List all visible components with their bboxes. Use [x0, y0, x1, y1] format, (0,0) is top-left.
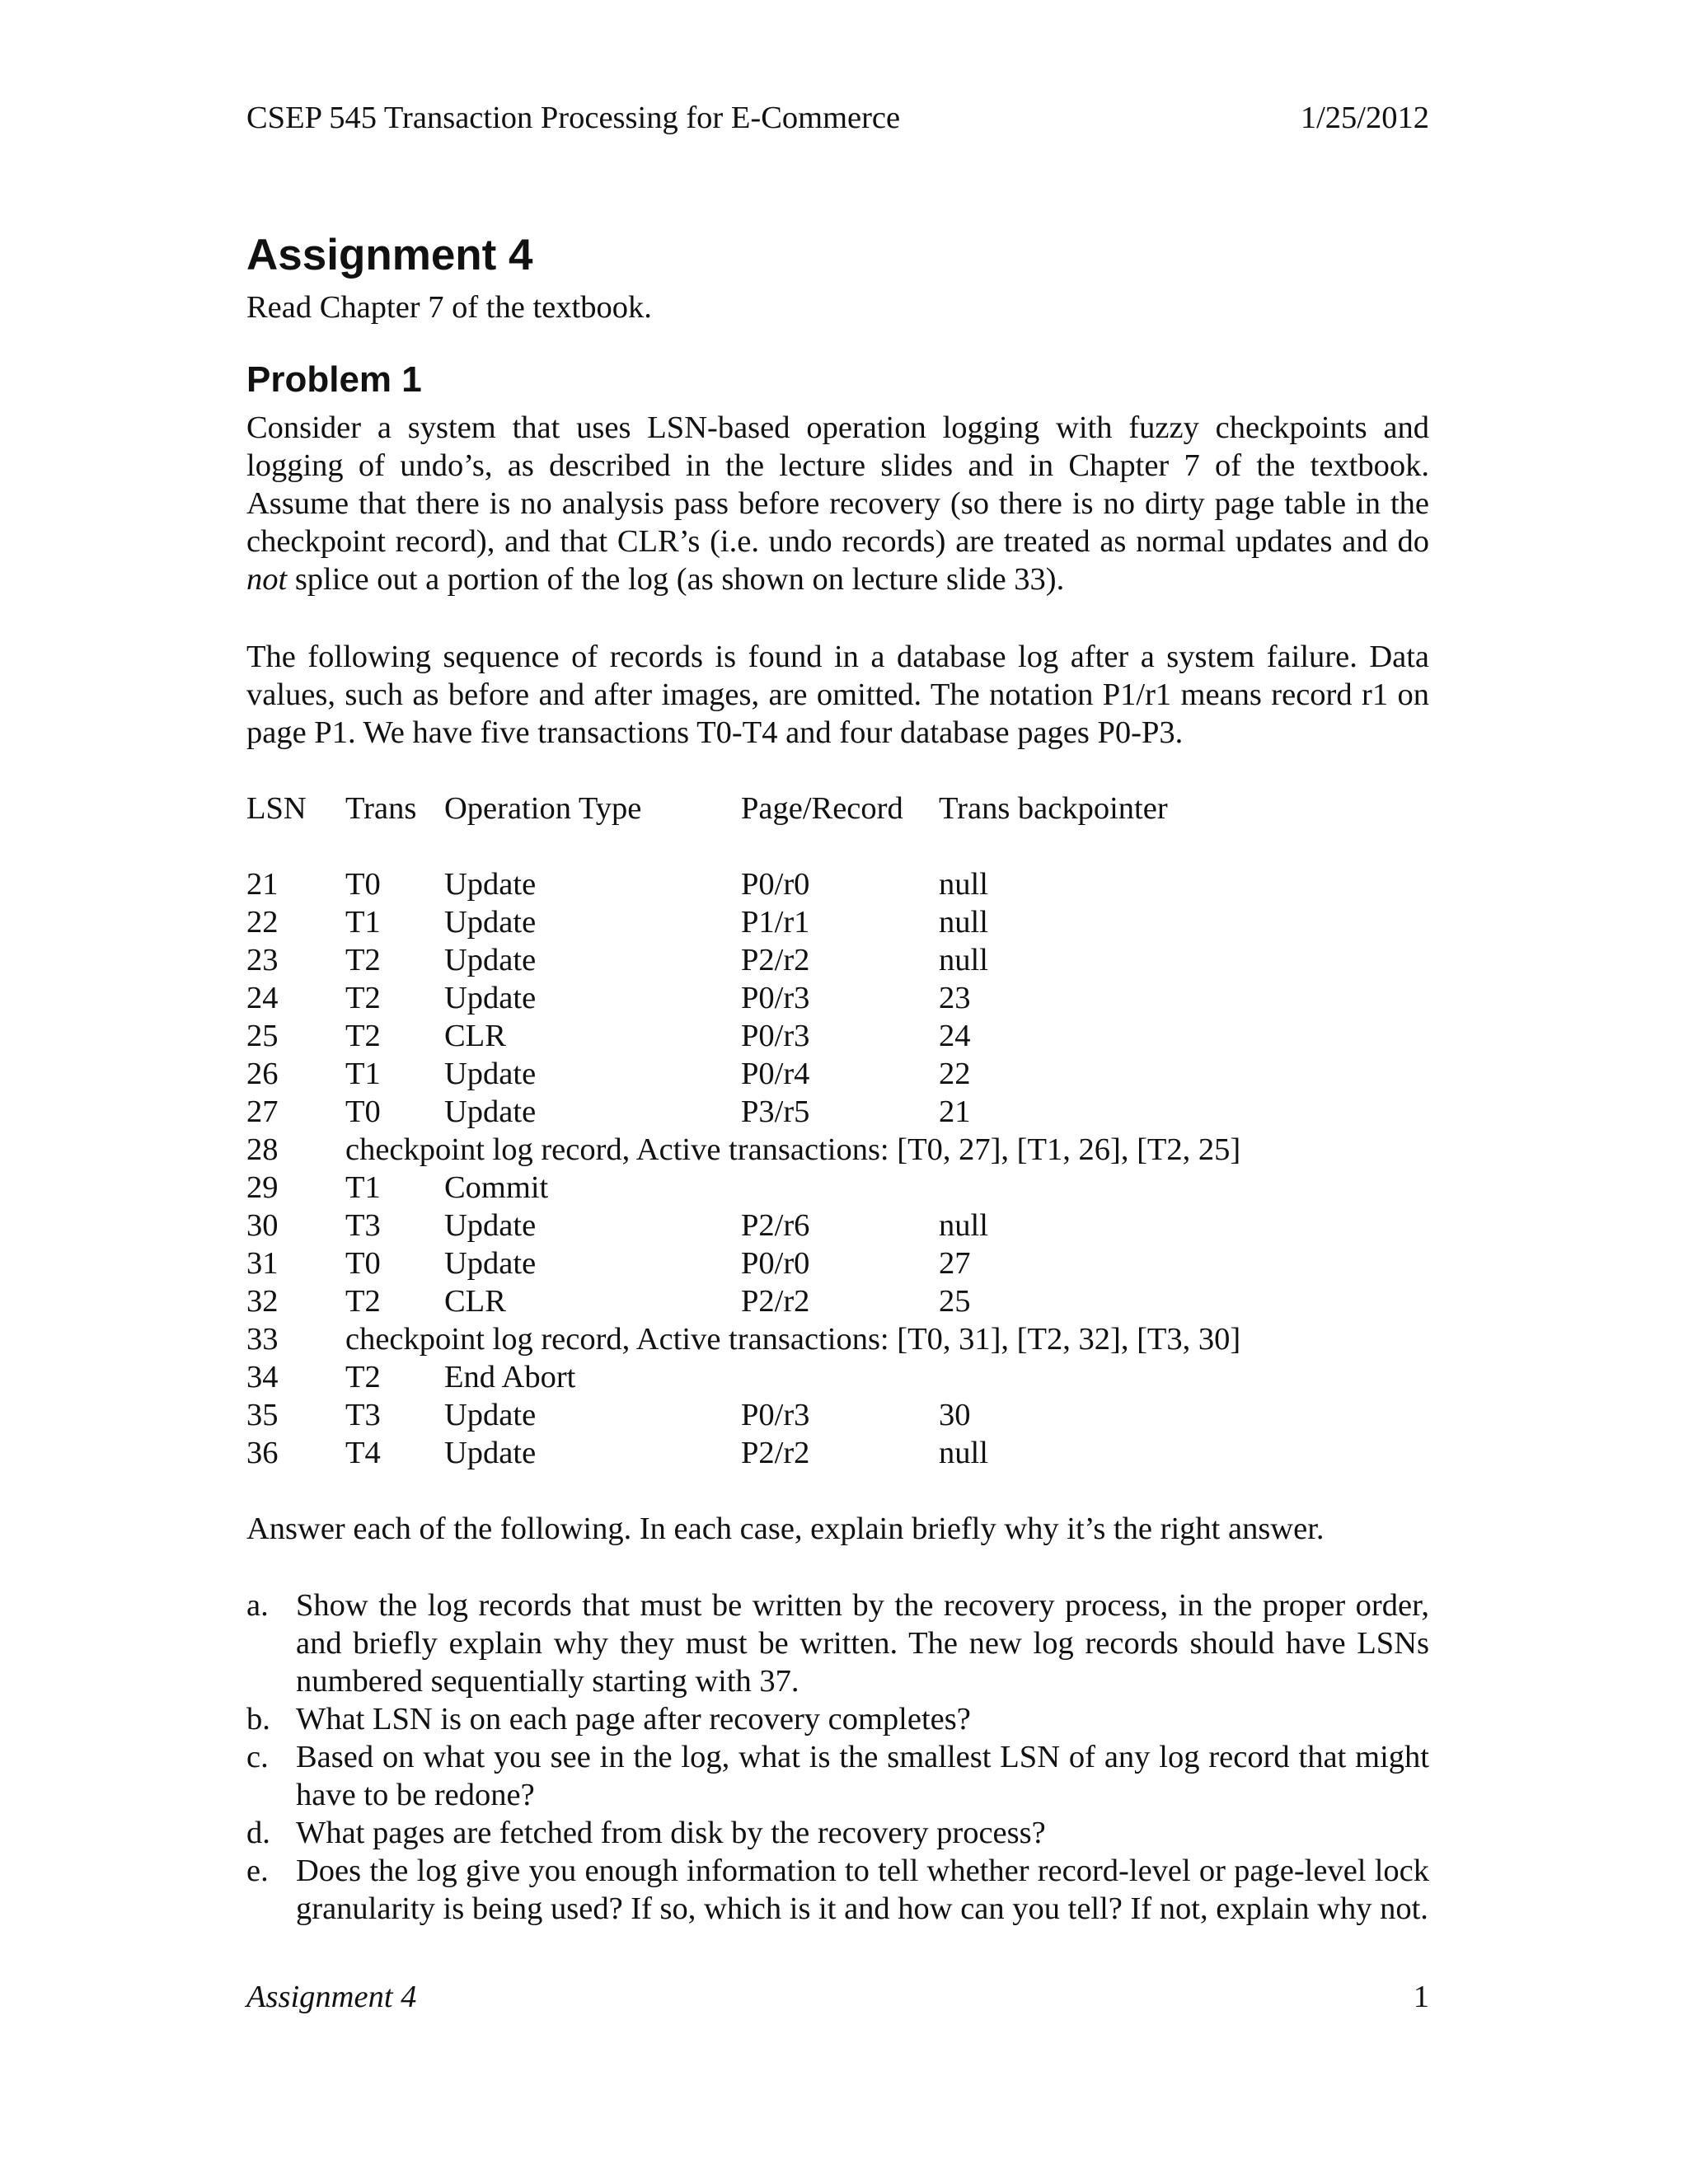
log-trans: T2	[345, 1019, 381, 1053]
log-lsn: 29	[246, 1170, 279, 1205]
log-trans: T4	[345, 1436, 381, 1470]
header-page-record: Page/Record	[741, 791, 903, 826]
log-row	[246, 1320, 1429, 1358]
log-lsn: 36	[246, 1436, 279, 1470]
log-page-record: P2/r2	[741, 1436, 810, 1470]
log-operation: Update	[444, 1057, 537, 1091]
log-page-record: P0/r4	[741, 1057, 810, 1091]
log-operation: Update	[444, 1094, 537, 1129]
log-trans: T0	[345, 1246, 381, 1281]
question-item	[246, 1852, 1429, 1928]
log-operation: Update	[444, 905, 537, 940]
log-row	[246, 979, 1429, 1017]
log-operation: CLR	[444, 1019, 506, 1053]
log-row	[246, 1169, 1429, 1207]
header-backpointer: Trans backpointer	[939, 791, 1168, 826]
log-lsn: 31	[246, 1246, 279, 1281]
checkpoint-note: checkpoint log record, Active transactions: [T0, 27], [T1, 26], [T2, 25]	[345, 1132, 1241, 1167]
log-operation: Update	[444, 867, 537, 902]
read-instruction: Read Chapter 7 of the textbook.	[246, 290, 652, 325]
assignment-title: Assignment 4	[246, 231, 533, 279]
log-row	[246, 1244, 1429, 1282]
question-list	[246, 1586, 1429, 1928]
question-text: What pages are fetched from disk by the recovery process?	[296, 1816, 1046, 1850]
question-letter: d.	[246, 1816, 270, 1850]
question-item	[246, 1586, 1429, 1700]
intro-emphasis: not	[246, 562, 288, 597]
log-lsn: 22	[246, 905, 279, 940]
log-trans: T1	[345, 1057, 381, 1091]
question-text: Based on what you see in the log, what is the smallest LSN of any log record that might have to be redone?	[296, 1740, 1429, 1812]
log-page-record: P2/r2	[741, 1284, 810, 1319]
question-text: Does the log give you enough information to tell whether record-level or page-level lock granularity is being used? If so, which is it and how can you tell? If not, explain why not.	[296, 1854, 1429, 1926]
course-title: CSEP 545 Transaction Processing for E-Commerce	[246, 101, 901, 135]
question-letter: b.	[246, 1702, 270, 1736]
log-backpointer: 30	[939, 1398, 971, 1432]
document-page	[246, 0, 1429, 2184]
log-lsn: 32	[246, 1284, 279, 1319]
log-operation: Update	[444, 1436, 537, 1470]
log-table-header	[246, 790, 1429, 827]
log-row	[246, 903, 1429, 941]
question-text: What LSN is on each page after recovery completes?	[296, 1702, 971, 1736]
log-trans: T1	[345, 905, 381, 940]
log-table	[246, 790, 1429, 1472]
problem-heading: Problem 1	[246, 359, 422, 400]
log-page-record: P1/r1	[741, 905, 810, 940]
question-text: Show the log records that must be written by the recovery process, in the proper order, and briefly explain why they must be written. The new log records should have LSNs numbered sequentially starting with 37.	[296, 1588, 1429, 1699]
log-backpointer: 24	[939, 1019, 971, 1053]
log-lsn: 24	[246, 981, 279, 1015]
log-backpointer: null	[939, 1436, 988, 1470]
answer-instruction: Answer each of the following. In each case, explain briefly why it’s the right answer.	[246, 1511, 1325, 1546]
footer-label: Assignment 4	[246, 1980, 417, 2014]
log-backpointer: null	[939, 867, 988, 902]
question-item	[246, 1738, 1429, 1814]
log-operation: Update	[444, 1398, 537, 1432]
log-backpointer: 23	[939, 981, 971, 1015]
log-trans: T0	[345, 1094, 381, 1129]
sequence-paragraph: The following sequence of records is found in a database log after a system failure. Data values, such as before and after images, are omitted. The notation P1/r1 means record r1 on page P1. We have five transactions T0-T4 and four database pages P0-P3.	[246, 640, 1429, 750]
log-operation: Update	[444, 943, 537, 977]
log-operation: Update	[444, 1246, 537, 1281]
question-letter: e.	[246, 1854, 269, 1888]
page-header	[246, 99, 1429, 137]
checkpoint-note: checkpoint log record, Active transactions: [T0, 31], [T2, 32], [T3, 30]	[345, 1322, 1241, 1357]
log-page-record: P2/r2	[741, 943, 810, 977]
log-row	[246, 1207, 1429, 1244]
log-row	[246, 1282, 1429, 1320]
log-trans: T3	[345, 1398, 381, 1432]
log-backpointer: null	[939, 905, 988, 940]
log-lsn: 30	[246, 1208, 279, 1243]
log-lsn: 34	[246, 1360, 279, 1394]
log-row	[246, 1358, 1429, 1396]
question-item	[246, 1814, 1429, 1852]
log-lsn: 28	[246, 1132, 279, 1167]
log-backpointer: 21	[939, 1094, 971, 1129]
log-operation: CLR	[444, 1284, 506, 1319]
log-lsn: 25	[246, 1019, 279, 1053]
header-trans: Trans	[345, 791, 417, 826]
log-row	[246, 1131, 1429, 1169]
log-trans: T2	[345, 943, 381, 977]
log-operation: Update	[444, 981, 537, 1015]
log-trans: T2	[345, 981, 381, 1015]
log-backpointer: 22	[939, 1057, 971, 1091]
log-lsn: 23	[246, 943, 279, 977]
question-letter: c.	[246, 1740, 269, 1774]
log-row	[246, 1017, 1429, 1055]
log-trans: T1	[345, 1170, 381, 1205]
log-backpointer: null	[939, 1208, 988, 1243]
header-lsn: LSN	[246, 791, 307, 826]
log-row	[246, 1055, 1429, 1093]
header-operation-type: Operation Type	[444, 791, 642, 826]
page-number: 1	[1413, 1980, 1429, 2014]
log-lsn: 21	[246, 867, 279, 902]
log-page-record: P2/r6	[741, 1208, 810, 1243]
log-operation: Update	[444, 1208, 537, 1243]
log-row	[246, 865, 1429, 903]
log-lsn: 26	[246, 1057, 279, 1091]
log-row	[246, 1093, 1429, 1131]
log-page-record: P3/r5	[741, 1094, 810, 1129]
question-letter: a.	[246, 1588, 269, 1623]
log-row	[246, 941, 1429, 979]
log-operation: End Abort	[444, 1360, 576, 1394]
log-backpointer: 27	[939, 1246, 971, 1281]
log-page-record: P0/r3	[741, 1398, 810, 1432]
log-lsn: 33	[246, 1322, 279, 1357]
intro-part1: Consider a system that uses LSN-based operation logging with fuzzy checkpoints and logging of undo’s, as described in the lecture slides and in Chapter 7 of the textbook. Assume that there is no analysis pass before recovery (so there is no dirty page table in the checkpoint record), and that CLR’s (i.e. undo records) are treated as normal updates and do	[246, 410, 1429, 559]
log-page-record: P0/r3	[741, 981, 810, 1015]
log-trans: T2	[345, 1284, 381, 1319]
intro-part2: splice out a portion of the log (as shown on lecture slide 33).	[287, 562, 1065, 597]
log-row	[246, 1396, 1429, 1434]
log-lsn: 35	[246, 1398, 279, 1432]
log-lsn: 27	[246, 1094, 279, 1129]
log-trans: T3	[345, 1208, 381, 1243]
log-trans: T2	[345, 1360, 381, 1394]
header-date: 1/25/2012	[1300, 101, 1429, 135]
log-trans: T0	[345, 867, 381, 902]
question-item	[246, 1700, 1429, 1738]
log-operation: Commit	[444, 1170, 549, 1205]
log-row	[246, 1434, 1429, 1472]
log-backpointer: null	[939, 943, 988, 977]
intro-paragraph	[246, 409, 1429, 598]
log-backpointer: 25	[939, 1284, 971, 1319]
log-page-record: P0/r3	[741, 1019, 810, 1053]
log-page-record: P0/r0	[741, 1246, 810, 1281]
page-footer	[246, 1978, 1429, 2016]
log-page-record: P0/r0	[741, 867, 810, 902]
